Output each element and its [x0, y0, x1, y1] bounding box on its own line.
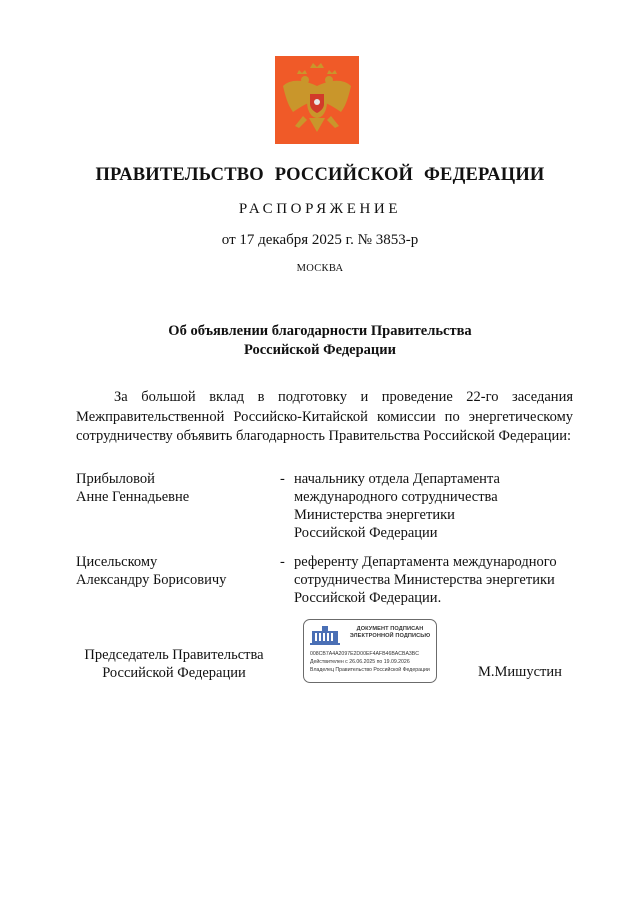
stamp-validity: Действителен с 26.06.2025 по 19.09.2026 — [310, 659, 410, 665]
recipient-name — [76, 470, 276, 506]
stamp-heading-line: ДОКУМЕНТ ПОДПИСАН — [356, 626, 424, 632]
recipient-name — [76, 553, 276, 589]
recipient-surname: Прибыловой — [76, 471, 155, 487]
separator-dash: - — [280, 471, 285, 487]
electronic-signature-stamp — [303, 619, 437, 683]
government-building-icon — [310, 625, 340, 645]
signer-title-line: Российской Федерации — [102, 665, 246, 681]
stamp-heading — [346, 626, 434, 640]
document-city: МОСКВА — [296, 263, 344, 274]
subject-line: Об объявлении благодарности Правительства — [168, 323, 472, 339]
recipient-given-name: Анне Геннадьевне — [76, 489, 190, 505]
recipient-position — [294, 553, 584, 607]
position-line: референту Департамента международного — [294, 554, 557, 570]
signer-title — [76, 646, 272, 682]
recipient-position — [294, 470, 584, 542]
stamp-certificate: 008CB7A4A2097E2D00EF4AFB46BACBA3BC — [310, 651, 420, 657]
separator-dash: - — [280, 554, 285, 570]
signer-title-line: Председатель Правительства — [84, 647, 264, 663]
signer-name: М.Мишустин — [478, 664, 562, 680]
recipient-given-name: Александру Борисовичу — [76, 572, 227, 588]
position-line: Министерства энергетики — [294, 507, 455, 523]
position-line: сотрудничества Министерства энергетики — [294, 572, 555, 588]
document-date-number: от 17 декабря 2025 г. № 3853-р — [221, 232, 419, 248]
position-line: Российской Федерации. — [294, 590, 442, 606]
position-line: начальнику отдела Департамента — [294, 471, 500, 487]
government-title: ПРАВИТЕЛЬСТВО РОССИЙСКОЙ ФЕДЕРАЦИИ — [95, 165, 545, 185]
document-type: РАСПОРЯЖЕНИЕ — [238, 201, 402, 217]
document-subject — [100, 322, 540, 360]
stamp-owner: Владелец Правительство Российской Федерации — [310, 667, 430, 673]
position-line: Российской Федерации — [294, 525, 438, 541]
body-paragraph: За большой вклад в подготовку и проведение 22-го заседания Межправительственной Российско-Китайской комиссии по энергетическому сотрудничеству объявить благодарность Правительства Российской Федерации: — [76, 389, 573, 444]
stamp-heading-line: ЭЛЕКТРОННОЙ ПОДПИСЬЮ — [349, 633, 431, 639]
coat-of-arms-icon — [275, 56, 359, 144]
recipient-surname: Цисельскому — [76, 554, 158, 570]
position-line: международного сотрудничества — [294, 489, 498, 505]
subject-line: Российской Федерации — [243, 342, 396, 358]
